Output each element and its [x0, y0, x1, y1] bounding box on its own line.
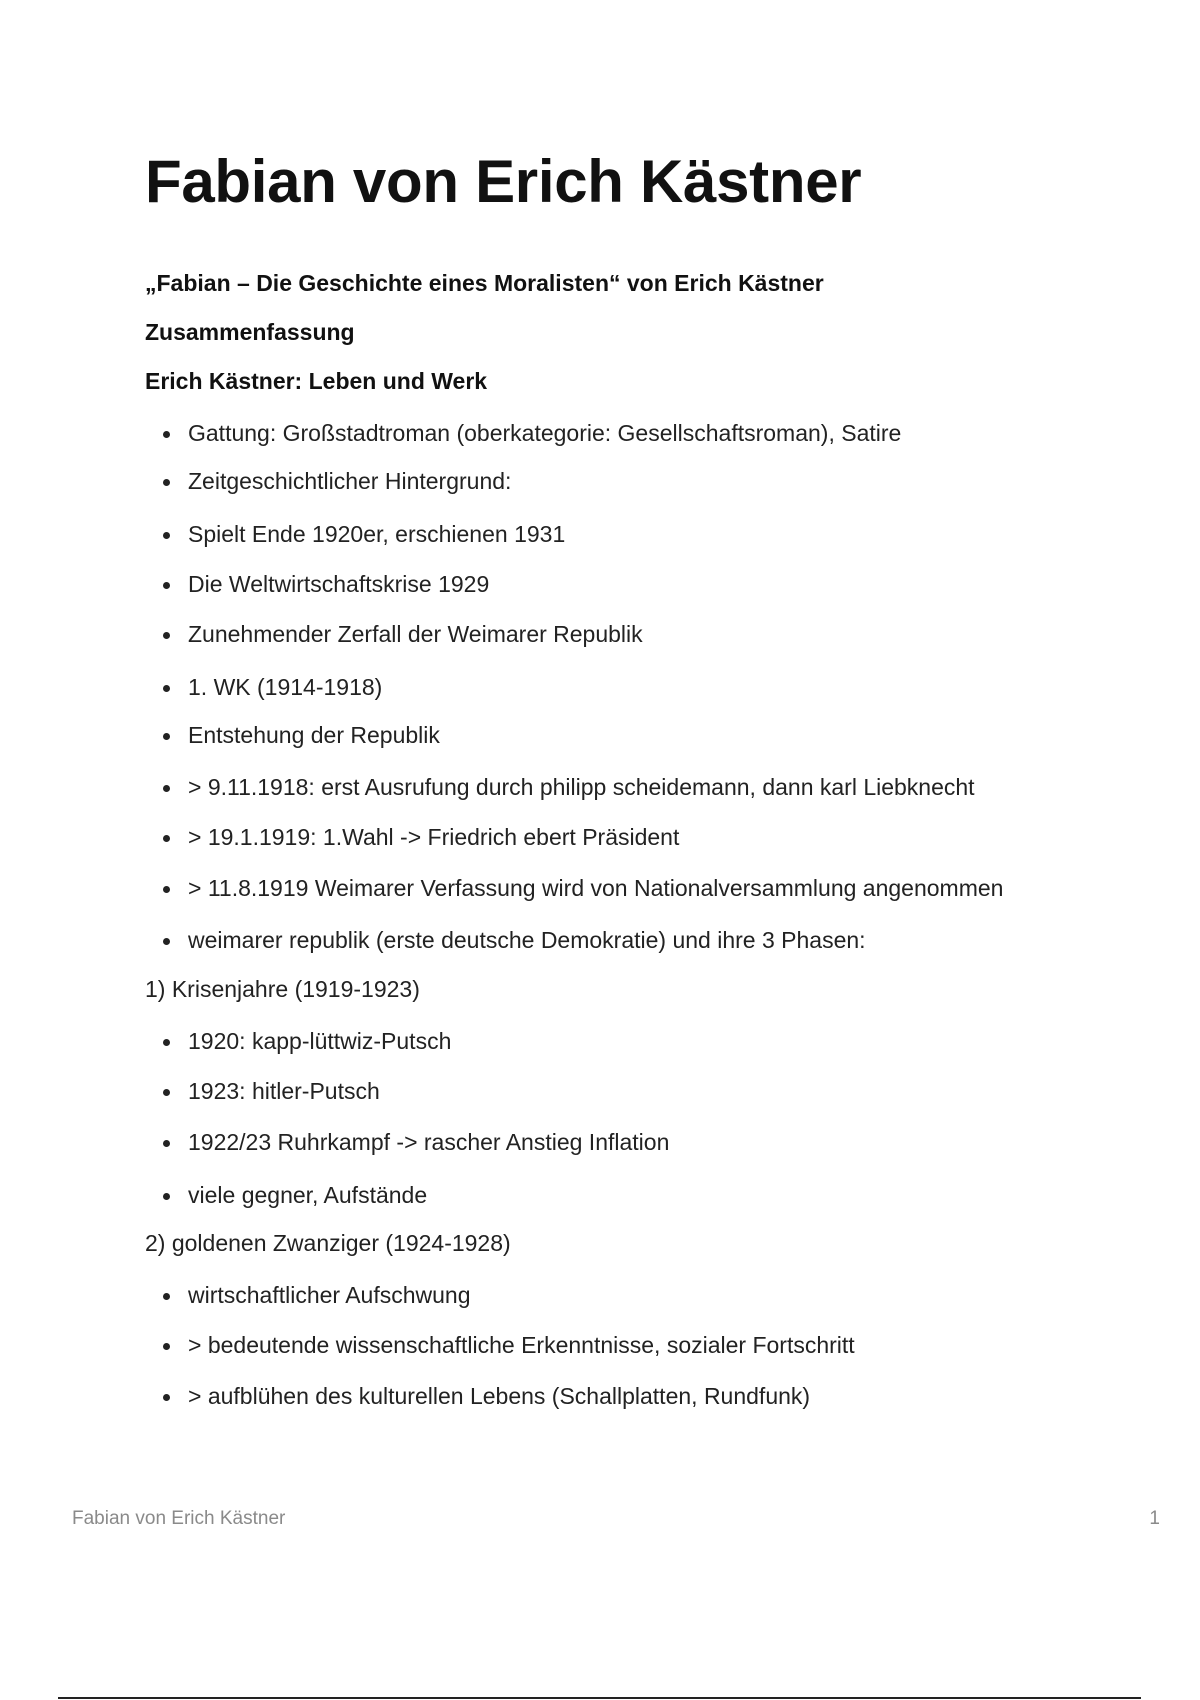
footer-document-title: Fabian von Erich Kästner: [72, 1508, 286, 1529]
list-item: > aufblühen des kulturellen Lebens (Schallplatten, Rundfunk): [188, 1383, 811, 1409]
footer-page-number: 1: [1149, 1508, 1160, 1529]
list-item: > 9.11.1918: erst Ausrufung durch philipp scheidemann, dann karl Liebknecht: [188, 774, 975, 800]
section-heading-summary: Zusammenfassung: [145, 319, 355, 345]
list-item: > 19.1.1919: 1.Wahl -> Friedrich ebert Präsident: [188, 824, 680, 850]
list-item: Entstehung der Republik: [188, 722, 440, 748]
phase-heading-golden-twenties: 2) goldenen Zwanziger (1924-1928): [145, 1230, 511, 1256]
list-item: Zunehmender Zerfall der Weimarer Republik: [188, 621, 643, 647]
list-item: weimarer republik (erste deutsche Demokratie) und ihre 3 Phasen:: [188, 927, 866, 953]
section-heading-life-work: Erich Kästner: Leben und Werk: [145, 368, 488, 394]
list-item: 1922/23 Ruhrkampf -> rascher Anstieg Inflation: [188, 1129, 670, 1155]
page-divider: [58, 1697, 1141, 1699]
list-item: 1920: kapp-lüttwiz-Putsch: [188, 1028, 452, 1054]
page-title: Fabian von Erich Kästner: [145, 148, 862, 215]
list-item: Die Weltwirtschaftskrise 1929: [188, 571, 490, 597]
list-item: Spielt Ende 1920er, erschienen 1931: [188, 521, 566, 547]
book-subtitle: „Fabian – Die Geschichte eines Moralisten“ von Erich Kästner: [145, 270, 824, 296]
list-item: Gattung: Großstadtroman (oberkategorie: Gesellschaftsroman), Satire: [188, 420, 902, 446]
list-item: > 11.8.1919 Weimarer Verfassung wird von Nationalversammlung angenommen: [188, 875, 1004, 901]
list-item: Zeitgeschichtlicher Hintergrund:: [188, 468, 512, 494]
list-item: 1. WK (1914-1918): [188, 674, 383, 700]
phase-heading-crisis-years: 1) Krisenjahre (1919-1923): [145, 976, 420, 1002]
list-item: viele gegner, Aufstände: [188, 1182, 428, 1208]
list-item: 1923: hitler-Putsch: [188, 1078, 380, 1104]
list-item: > bedeutende wissenschaftliche Erkenntnisse, sozialer Fortschritt: [188, 1332, 855, 1358]
list-item: wirtschaftlicher Aufschwung: [188, 1282, 471, 1308]
